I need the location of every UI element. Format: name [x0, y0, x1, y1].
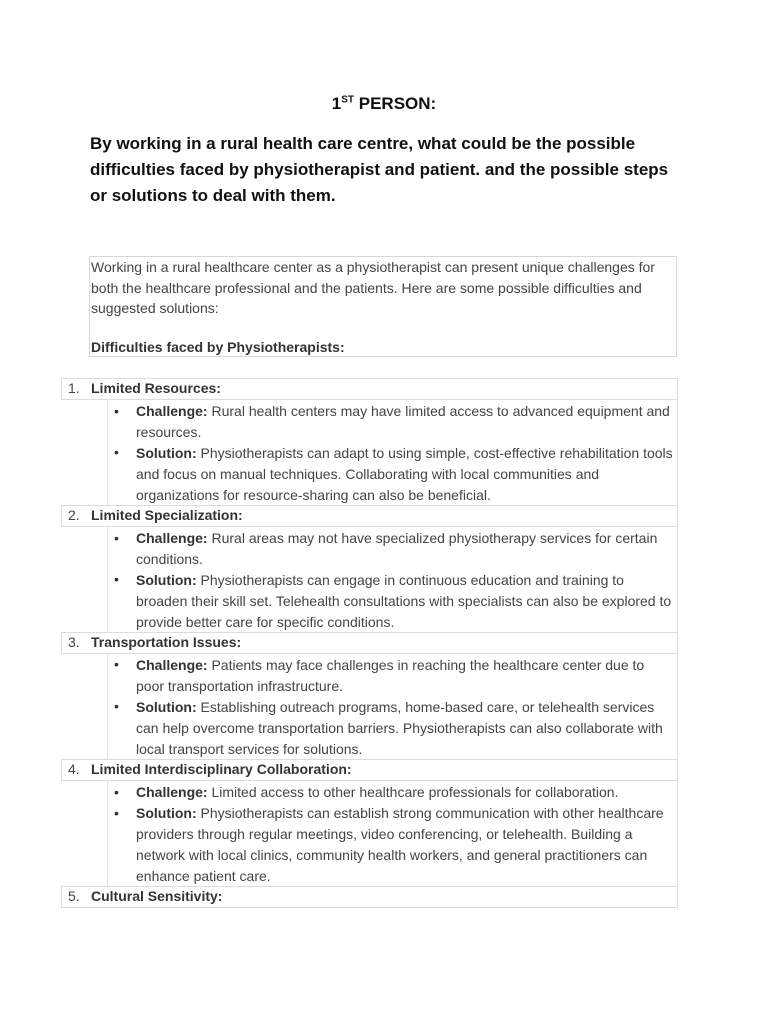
- challenge-body: Patients may face challenges in reaching the healthcare center due to poor transportation infrastructure.: [136, 657, 645, 694]
- list-item-number: 1.: [68, 380, 80, 396]
- challenge-label: Challenge:: [136, 403, 208, 419]
- bullet-icon: •: [114, 784, 119, 800]
- solution-body: Establishing outreach programs, home-based care, or telehealth services can help overcome transportation barriers. Physiotherapists can also collaborate with local transport services for solutions.: [136, 699, 663, 757]
- solution-label: Solution:: [136, 699, 197, 715]
- solution-body: Physiotherapists can establish strong communication with other healthcare providers through regular meetings, video conferencing, or telehealth. Building a network with local clinics, community health workers, and general practitioners can enhance patient care.: [136, 805, 664, 884]
- solution-label: Solution:: [136, 445, 197, 461]
- list-item-number: 4.: [68, 761, 80, 777]
- solution-body: Physiotherapists can engage in continuous education and training to broaden their skill set. Telehealth consultations with specialists can also be explored to provide better care for specific conditions.: [136, 572, 672, 630]
- bullet-icon: •: [114, 403, 119, 419]
- question-text: By working in a rural health care centre, what could be the possible difficulties faced by physiotherapist and patient. and the possible steps or solutions to deal with them.: [90, 134, 669, 205]
- bullet-icon: •: [114, 530, 119, 546]
- challenge-text: [136, 401, 676, 443]
- list-item-title: Transportation Issues:: [91, 634, 242, 650]
- challenge-label: Challenge:: [136, 530, 208, 546]
- challenge-text: [136, 528, 676, 570]
- solution-label: Solution:: [136, 572, 197, 588]
- challenge-body: Limited access to other healthcare professionals for collaboration.: [207, 784, 619, 800]
- intro-paragraph: Working in a rural healthcare center as a physiotherapist can present unique challenges for both the healthcare professional and the patients. Here are some possible difficulties and suggested solutions:: [91, 259, 655, 316]
- heading-number: 1: [331, 94, 342, 113]
- challenge-body: Rural health centers may have limited access to advanced equipment and resources.: [136, 403, 670, 440]
- heading-superscript: ST: [341, 94, 355, 106]
- challenge-text: [136, 655, 676, 697]
- challenge-text: [136, 782, 676, 803]
- bullet-icon: •: [114, 698, 119, 714]
- difficulties-title: Difficulties faced by Physiotherapists:: [91, 339, 345, 355]
- bullet-icon: •: [114, 571, 119, 587]
- solution-text: [136, 803, 676, 887]
- list-item-title: Cultural Sensitivity:: [91, 888, 223, 904]
- list-item-title: Limited Resources:: [91, 380, 221, 396]
- bullet-icon: •: [114, 805, 119, 821]
- solution-label: Solution:: [136, 805, 197, 821]
- bullet-icon: •: [114, 444, 119, 460]
- challenge-label: Challenge:: [136, 784, 208, 800]
- challenge-body: Rural areas may not have specialized physiotherapy services for certain conditions.: [136, 530, 658, 567]
- solution-text: [136, 570, 676, 633]
- list-item-number: 5.: [68, 888, 80, 904]
- list-item-title: Limited Specialization:: [91, 507, 243, 523]
- bullet-icon: •: [114, 656, 119, 672]
- solution-text: [136, 697, 676, 760]
- list-item-number: 2.: [68, 507, 80, 523]
- heading-text: PERSON:: [354, 94, 437, 113]
- list-item-number: 3.: [68, 634, 80, 650]
- solution-body: Physiotherapists can adapt to using simple, cost-effective rehabilitation tools and focus on manual techniques. Collaborating with local communities and organizations for resource-sharing can also be beneficial.: [136, 445, 673, 503]
- list-item-title: Limited Interdisciplinary Collaboration:: [91, 761, 352, 777]
- page-heading: [0, 94, 768, 114]
- solution-text: [136, 443, 676, 506]
- challenge-label: Challenge:: [136, 657, 208, 673]
